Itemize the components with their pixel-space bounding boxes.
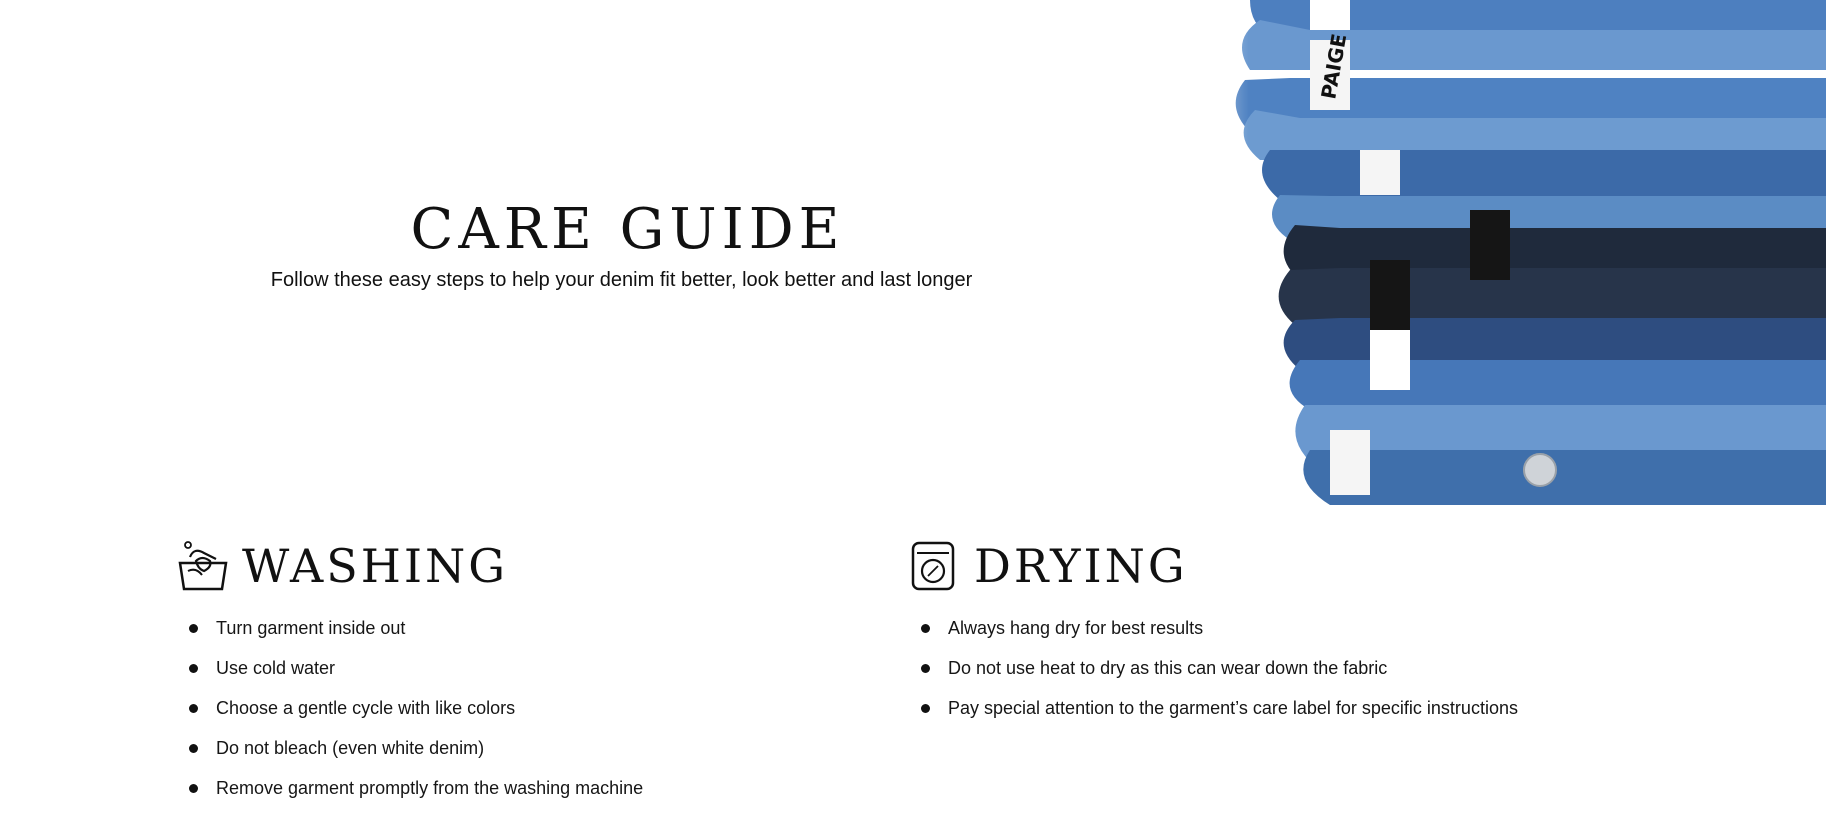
list-item: Do not bleach (even white denim) (176, 728, 876, 768)
drying-section (908, 530, 1788, 728)
washing-header (176, 530, 876, 602)
dryer-icon (908, 539, 962, 593)
bullet-icon (921, 664, 930, 673)
drying-title: DRYING (974, 539, 1188, 593)
bullet-icon (189, 664, 198, 673)
washing-section (176, 530, 876, 808)
bullet-icon (189, 744, 198, 753)
page-subtitle: Follow these easy steps to help your denim fit better, look better and last longer (270, 269, 973, 291)
drying-list (908, 608, 1788, 728)
list-item: Remove garment promptly from the washing machine (176, 768, 876, 808)
bullet-icon (921, 624, 930, 633)
list-item: Do not use heat to dry as this can wear down the fabric (908, 648, 1788, 688)
list-item: Use cold water (176, 648, 876, 688)
stacked-jeans-image (1170, 0, 1826, 510)
list-item: Choose a gentle cycle with like colors (176, 688, 876, 728)
bullet-icon (189, 624, 198, 633)
hand-wash-icon (176, 539, 230, 593)
bullet-icon (189, 784, 198, 793)
bullet-icon (921, 704, 930, 713)
washing-list (176, 608, 876, 808)
drying-header (908, 530, 1788, 602)
bullet-icon (189, 704, 198, 713)
list-item: Always hang dry for best results (908, 608, 1788, 648)
list-item: Turn garment inside out (176, 608, 876, 648)
list-item: Pay special attention to the garment’s care label for specific instructions (908, 688, 1788, 728)
washing-title: WASHING (242, 539, 509, 593)
page-title: CARE GUIDE (410, 197, 845, 262)
